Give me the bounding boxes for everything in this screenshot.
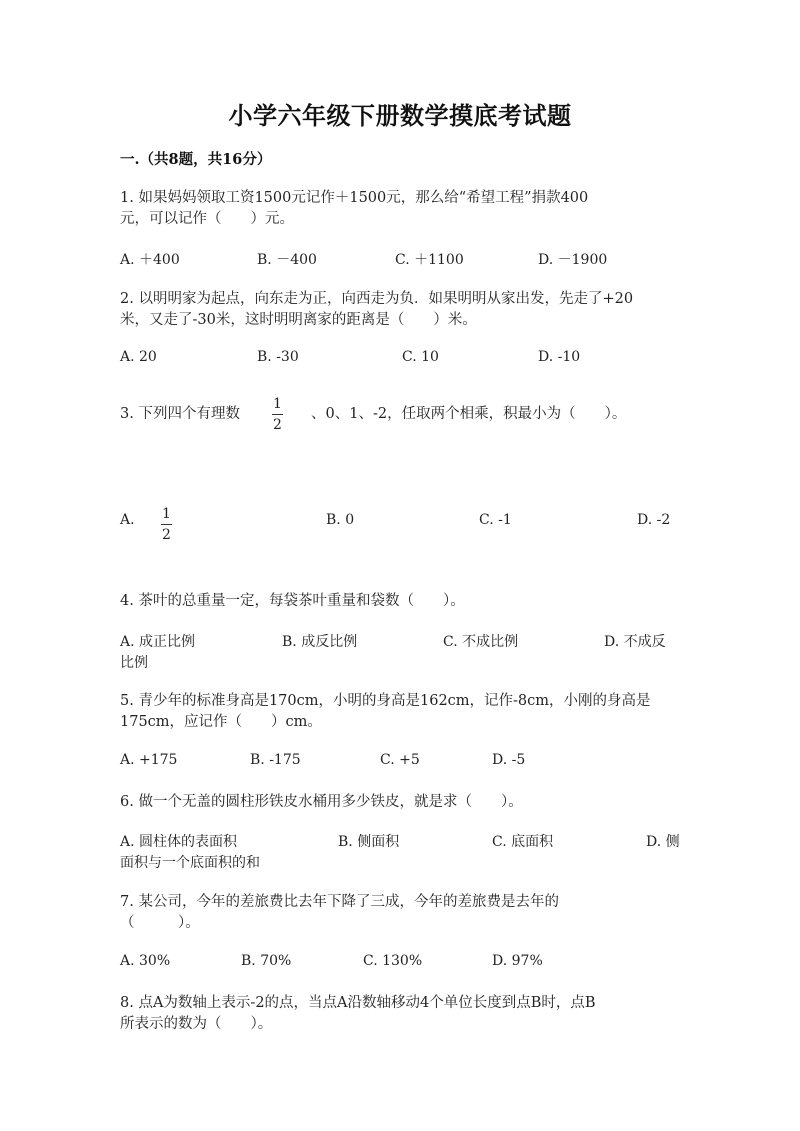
fraction-numerator: 1 <box>162 506 171 522</box>
question-3-suffix: 、0、1、-2，任取两个相乘，积最小为（ ）。 <box>311 406 627 422</box>
question-5-line-2: 175cm，应记作（ ）cm。 <box>120 714 322 730</box>
question-7-option-c: C. 130% <box>363 953 423 969</box>
question-3-option-a-fraction <box>161 506 172 543</box>
question-5-option-b: B. -175 <box>250 752 301 768</box>
question-4-option-c: C. 不成比例 <box>443 634 519 650</box>
section-heading: 一.（共8题，共16分） <box>120 151 272 168</box>
question-3-option-b: B. 0 <box>326 512 355 528</box>
question-4-line-1: 4. 茶叶的总重量一定，每袋茶叶重量和袋数（ ）。 <box>120 593 465 609</box>
question-4-option-d-wrap: 比例 <box>120 655 148 671</box>
question-3-option-c: C. -1 <box>479 512 512 528</box>
question-5-line-1: 5. 青少年的标准身高是170cm，小明的身高是162cm，记作-8cm，小刚的身高是 <box>120 693 651 709</box>
question-5-option-a: A. +175 <box>120 752 178 768</box>
question-7-option-d: D. 97% <box>492 953 543 969</box>
question-4-option-d: D. 不成反 <box>604 634 666 650</box>
question-1-option-a: A. ＋400 <box>120 252 180 268</box>
fraction-denominator: 2 <box>162 527 171 543</box>
question-2-option-a: A. 20 <box>120 349 157 365</box>
question-1-option-c: C. ＋1100 <box>395 252 464 268</box>
question-5-option-c: C. +5 <box>380 752 420 768</box>
question-8-line-2: 所表示的数为（ ）。 <box>120 1016 273 1032</box>
question-3-prefix: 3. 下列四个有理数 <box>120 406 240 422</box>
question-3-fraction <box>272 396 283 433</box>
question-7-line-2: （ ）。 <box>120 915 200 931</box>
fraction-numerator: 1 <box>273 396 282 412</box>
question-5-option-d: D. -5 <box>492 752 526 768</box>
question-1-line-2: 元，可以记作（ ）元。 <box>120 211 294 227</box>
question-8-line-1: 8. 点A为数轴上表示-2的点，当点A沿数轴移动4个单位长度到点B时，点B <box>120 995 596 1011</box>
question-7-option-a: A. 30% <box>120 953 171 969</box>
question-2-option-d: D. -10 <box>538 349 581 365</box>
question-3-option-d: D. -2 <box>637 512 671 528</box>
question-2-line-1: 2. 以明明家为起点，向东走为正，向西走为负．如果明明从家出发，先走了+20 <box>120 291 634 307</box>
question-2-option-c: C. 10 <box>402 349 439 365</box>
question-7-option-b: B. 70% <box>241 953 292 969</box>
question-6-option-d-wrap: 面积与一个底面积的和 <box>120 855 260 871</box>
question-3-option-a-label: A. <box>120 512 135 528</box>
question-6-option-b: B. 侧面积 <box>338 834 400 850</box>
question-2-option-b: B. -30 <box>257 349 299 365</box>
question-4-option-b: B. 成反比例 <box>282 634 358 650</box>
question-6-option-a: A. 圆柱体的表面积 <box>120 834 238 850</box>
question-1-option-b: B. －400 <box>257 252 317 268</box>
question-2-line-2: 米，又走了-30米，这时明明离家的距离是（ ）米。 <box>120 312 477 328</box>
fraction-denominator: 2 <box>273 417 282 433</box>
page-title: 小学六年级下册数学摸底考试题 <box>228 101 572 130</box>
fraction-bar <box>161 524 172 525</box>
question-4-option-a: A. 成正比例 <box>120 634 196 650</box>
fraction-bar <box>272 414 283 415</box>
question-6-line-1: 6. 做一个无盖的圆柱形铁皮水桶用多少铁皮，就是求（ ）。 <box>120 794 523 810</box>
question-7-line-1: 7. 某公司，今年的差旅费比去年下降了三成，今年的差旅费是去年的 <box>120 894 559 910</box>
question-1-line-1: 1. 如果妈妈领取工资1500元记作＋1500元，那么给“希望工程”捐款400 <box>120 190 589 206</box>
question-6-option-c: C. 底面积 <box>492 834 554 850</box>
question-1-option-d: D. －1900 <box>538 252 608 268</box>
question-6-option-d: D. 侧 <box>646 834 680 850</box>
